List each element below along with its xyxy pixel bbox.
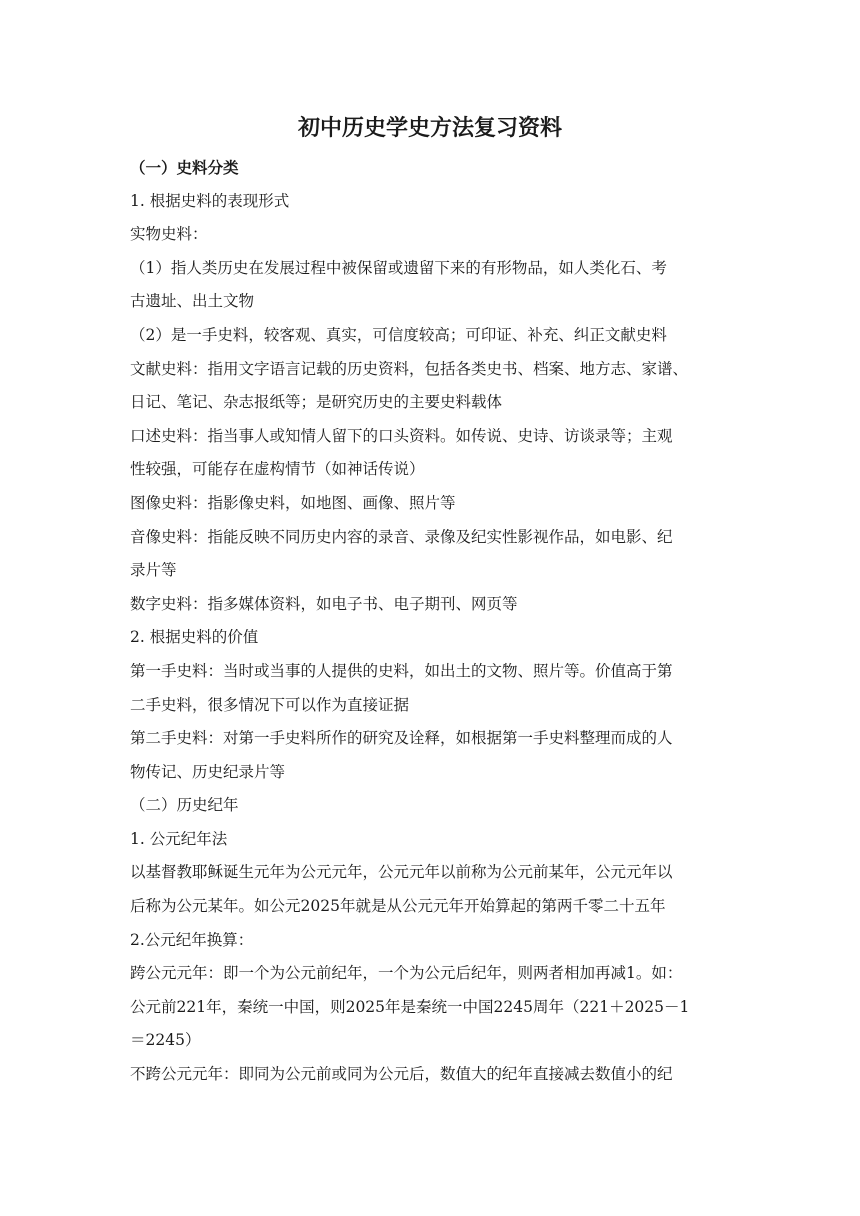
- paragraph-line: （1）指人类历史在发展过程中被保留或遗留下来的有形物品，如人类化石、考: [130, 258, 667, 277]
- paragraph-line: 性较强，可能存在虚构情节（如神话传说）: [130, 460, 425, 479]
- paragraph-line: 不跨公元元年：即同为公元前或同为公元后，数值大的纪年直接减去数值小的纪: [130, 1065, 673, 1084]
- subheading-ad-calendar: 1. 公元纪年法: [130, 829, 228, 848]
- paragraph-line: 实物史料：: [130, 225, 208, 244]
- paragraph-line: 音像史料：指能反映不同历史内容的录音、录像及纪实性影视作品，如电影、纪: [130, 527, 673, 546]
- section-heading-historical-chronology: （二）历史纪年: [130, 796, 239, 815]
- paragraph-line: 日记、笔记、杂志报纸等；是研究历史的主要史料载体: [130, 393, 503, 412]
- document-body: [130, 151, 730, 1092]
- paragraph-line: ＝2245）: [130, 1031, 201, 1050]
- paragraph-line: 录片等: [130, 561, 177, 580]
- paragraph-line: 后称为公元某年。如公元2025年就是从公元元年开始算起的第两千零二十五年: [130, 897, 666, 916]
- subheading-by-form: 1. 根据史料的表现形式: [130, 191, 290, 210]
- subheading-ad-conversion: 2.公元纪年换算：: [130, 930, 254, 949]
- subheading-by-value: 2. 根据史料的价值: [130, 628, 259, 647]
- document-title: 初中历史学史方法复习资料: [297, 115, 562, 141]
- paragraph-line: 物传记、历史纪录片等: [130, 762, 286, 781]
- paragraph-line: 古遗址、出土文物: [130, 292, 255, 311]
- paragraph-line: 第一手史料：当时或当事的人提供的史料，如出土的文物、照片等。价值高于第: [130, 661, 673, 680]
- paragraph-line: （2）是一手史料，较客观、真实，可信度较高；可印证、补充、纠正文献史料: [130, 325, 667, 344]
- paragraph-line: 数字史料：指多媒体资料，如电子书、电子期刊、网页等: [130, 594, 518, 613]
- paragraph-line: 文献史料：指用文字语言记载的历史资料，包括各类史书、档案、地方志、家谱、: [130, 359, 689, 378]
- paragraph-line: 口述史料：指当事人或知情人留下的口头资料。如传说、史诗、访谈录等；主观: [130, 426, 673, 445]
- paragraph-line: 图像史料：指影像史料，如地图、画像、照片等: [130, 493, 456, 512]
- paragraph-line: 二手史料，很多情况下可以作为直接证据: [130, 695, 410, 714]
- paragraph-line: 跨公元元年：即一个为公元前纪年，一个为公元后纪年，则两者相加再减1。如：: [130, 964, 683, 983]
- section-heading-source-classification: （一）史料分类: [130, 158, 239, 177]
- paragraph-line: 公元前221年，秦统一中国，则2025年是秦统一中国2245周年（221＋2025－1: [130, 997, 690, 1016]
- paragraph-line: 第二手史料：对第一手史料所作的研究及诠释，如根据第一手史料整理而成的人: [130, 729, 673, 748]
- paragraph-line: 以基督教耶稣诞生元年为公元元年，公元元年以前称为公元前某年，公元元年以: [130, 863, 673, 882]
